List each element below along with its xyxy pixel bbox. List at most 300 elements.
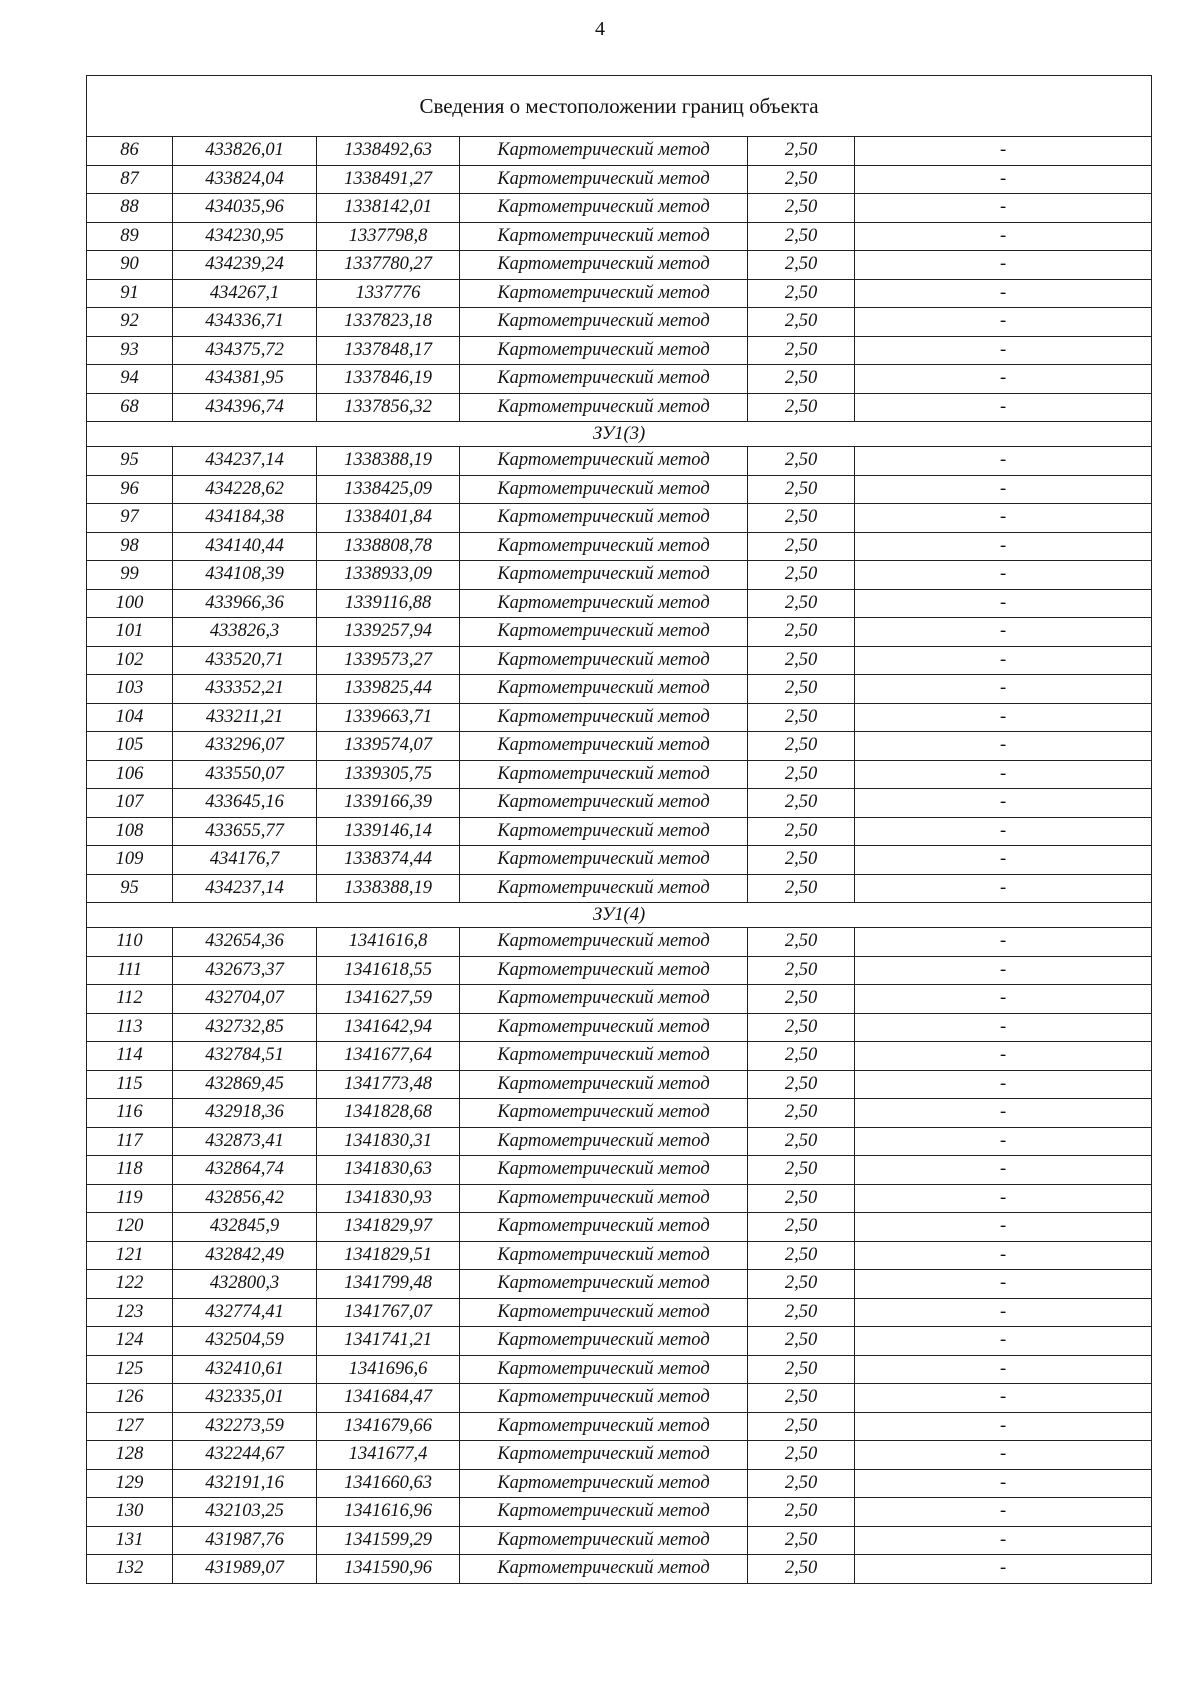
method-cell: Картометрический метод <box>460 589 748 618</box>
method-cell: Картометрический метод <box>460 1156 748 1185</box>
y-coordinate-cell: 1341828,68 <box>317 1099 460 1128</box>
accuracy-cell: 2,50 <box>748 1184 855 1213</box>
description-cell: - <box>855 1213 1152 1242</box>
accuracy-cell: 2,50 <box>748 589 855 618</box>
method-cell: Картометрический метод <box>460 1270 748 1299</box>
table-row <box>87 1099 1152 1128</box>
table-row <box>87 618 1152 647</box>
accuracy-cell: 2,50 <box>748 1498 855 1527</box>
point-number-cell: 124 <box>87 1327 173 1356</box>
table-row <box>87 308 1152 337</box>
method-cell: Картометрический метод <box>460 1555 748 1584</box>
point-number-cell: 119 <box>87 1184 173 1213</box>
y-coordinate-cell: 1341684,47 <box>317 1384 460 1413</box>
description-cell: - <box>855 675 1152 704</box>
y-coordinate-cell: 1337846,19 <box>317 365 460 394</box>
method-cell: Картометрический метод <box>460 393 748 422</box>
accuracy-cell: 2,50 <box>748 1441 855 1470</box>
description-cell: - <box>855 561 1152 590</box>
accuracy-cell: 2,50 <box>748 308 855 337</box>
description-cell: - <box>855 279 1152 308</box>
method-cell: Картометрический метод <box>460 703 748 732</box>
method-cell: Картометрический метод <box>460 618 748 647</box>
table-row <box>87 251 1152 280</box>
y-coordinate-cell: 1338388,19 <box>317 447 460 476</box>
description-cell: - <box>855 1298 1152 1327</box>
description-cell: - <box>855 846 1152 875</box>
method-cell: Картометрический метод <box>460 675 748 704</box>
y-coordinate-cell: 1341830,31 <box>317 1127 460 1156</box>
point-number-cell: 125 <box>87 1355 173 1384</box>
description-cell: - <box>855 1241 1152 1270</box>
y-coordinate-cell: 1341642,94 <box>317 1013 460 1042</box>
accuracy-cell: 2,50 <box>748 817 855 846</box>
accuracy-cell: 2,50 <box>748 846 855 875</box>
accuracy-cell: 2,50 <box>748 703 855 732</box>
x-coordinate-cell: 432869,45 <box>173 1070 317 1099</box>
table-row <box>87 1555 1152 1584</box>
point-number-cell: 111 <box>87 956 173 985</box>
table-row <box>87 732 1152 761</box>
point-number-cell: 128 <box>87 1441 173 1470</box>
x-coordinate-cell: 431987,76 <box>173 1526 317 1555</box>
accuracy-cell: 2,50 <box>748 1042 855 1071</box>
table-row <box>87 1013 1152 1042</box>
description-cell: - <box>855 1156 1152 1185</box>
section-label: ЗУ1(3) <box>87 422 1152 447</box>
description-cell: - <box>855 393 1152 422</box>
method-cell: Картометрический метод <box>460 1412 748 1441</box>
y-coordinate-cell: 1341829,51 <box>317 1241 460 1270</box>
point-number-cell: 115 <box>87 1070 173 1099</box>
point-number-cell: 108 <box>87 817 173 846</box>
y-coordinate-cell: 1337798,8 <box>317 222 460 251</box>
x-coordinate-cell: 432845,9 <box>173 1213 317 1242</box>
x-coordinate-cell: 434396,74 <box>173 393 317 422</box>
table-row <box>87 137 1152 166</box>
point-number-cell: 104 <box>87 703 173 732</box>
description-cell: - <box>855 1184 1152 1213</box>
y-coordinate-cell: 1341616,96 <box>317 1498 460 1527</box>
table-row <box>87 1213 1152 1242</box>
table-row <box>87 194 1152 223</box>
x-coordinate-cell: 432335,01 <box>173 1384 317 1413</box>
method-cell: Картометрический метод <box>460 1013 748 1042</box>
method-cell: Картометрический метод <box>460 1526 748 1555</box>
description-cell: - <box>855 589 1152 618</box>
table-row <box>87 504 1152 533</box>
table-row <box>87 1412 1152 1441</box>
method-cell: Картометрический метод <box>460 365 748 394</box>
table-row <box>87 789 1152 818</box>
point-number-cell: 107 <box>87 789 173 818</box>
table-row <box>87 1441 1152 1470</box>
y-coordinate-cell: 1341677,4 <box>317 1441 460 1470</box>
table-row <box>87 675 1152 704</box>
table-row <box>87 1042 1152 1071</box>
method-cell: Картометрический метод <box>460 1298 748 1327</box>
point-number-cell: 109 <box>87 846 173 875</box>
point-number-cell: 114 <box>87 1042 173 1071</box>
accuracy-cell: 2,50 <box>748 279 855 308</box>
point-number-cell: 117 <box>87 1127 173 1156</box>
table-row <box>87 985 1152 1014</box>
y-coordinate-cell: 1338492,63 <box>317 137 460 166</box>
table-row <box>87 1355 1152 1384</box>
accuracy-cell: 2,50 <box>748 1099 855 1128</box>
description-cell: - <box>855 1042 1152 1071</box>
method-cell: Картометрический метод <box>460 817 748 846</box>
table-row <box>87 817 1152 846</box>
x-coordinate-cell: 432103,25 <box>173 1498 317 1527</box>
table-row <box>87 846 1152 875</box>
table-row <box>87 1127 1152 1156</box>
point-number-cell: 105 <box>87 732 173 761</box>
x-coordinate-cell: 433352,21 <box>173 675 317 704</box>
x-coordinate-cell: 432856,42 <box>173 1184 317 1213</box>
y-coordinate-cell: 1339663,71 <box>317 703 460 732</box>
x-coordinate-cell: 433655,77 <box>173 817 317 846</box>
method-cell: Картометрический метод <box>460 846 748 875</box>
method-cell: Картометрический метод <box>460 1441 748 1470</box>
accuracy-cell: 2,50 <box>748 985 855 1014</box>
table-row <box>87 561 1152 590</box>
table-row <box>87 165 1152 194</box>
description-cell: - <box>855 1555 1152 1584</box>
accuracy-cell: 2,50 <box>748 447 855 476</box>
table-row <box>87 1070 1152 1099</box>
y-coordinate-cell: 1337776 <box>317 279 460 308</box>
accuracy-cell: 2,50 <box>748 1156 855 1185</box>
point-number-cell: 112 <box>87 985 173 1014</box>
point-number-cell: 103 <box>87 675 173 704</box>
description-cell: - <box>855 251 1152 280</box>
method-cell: Картометрический метод <box>460 1384 748 1413</box>
method-cell: Картометрический метод <box>460 1355 748 1384</box>
point-number-cell: 93 <box>87 336 173 365</box>
y-coordinate-cell: 1338388,19 <box>317 874 460 903</box>
y-coordinate-cell: 1338401,84 <box>317 504 460 533</box>
description-cell: - <box>855 646 1152 675</box>
point-number-cell: 123 <box>87 1298 173 1327</box>
x-coordinate-cell: 434176,7 <box>173 846 317 875</box>
accuracy-cell: 2,50 <box>748 1213 855 1242</box>
accuracy-cell: 2,50 <box>748 1241 855 1270</box>
x-coordinate-cell: 434184,38 <box>173 504 317 533</box>
point-number-cell: 95 <box>87 874 173 903</box>
point-number-cell: 94 <box>87 365 173 394</box>
description-cell: - <box>855 194 1152 223</box>
point-number-cell: 91 <box>87 279 173 308</box>
point-number-cell: 110 <box>87 928 173 957</box>
table-row <box>87 279 1152 308</box>
table-row <box>87 956 1152 985</box>
description-cell: - <box>855 222 1152 251</box>
x-coordinate-cell: 434108,39 <box>173 561 317 590</box>
accuracy-cell: 2,50 <box>748 760 855 789</box>
method-cell: Картометрический метод <box>460 956 748 985</box>
x-coordinate-cell: 432774,41 <box>173 1298 317 1327</box>
x-coordinate-cell: 433824,04 <box>173 165 317 194</box>
y-coordinate-cell: 1341741,21 <box>317 1327 460 1356</box>
table-row <box>87 447 1152 476</box>
accuracy-cell: 2,50 <box>748 646 855 675</box>
y-coordinate-cell: 1338808,78 <box>317 532 460 561</box>
point-number-cell: 86 <box>87 137 173 166</box>
table-row <box>87 1526 1152 1555</box>
method-cell: Картометрический метод <box>460 1469 748 1498</box>
accuracy-cell: 2,50 <box>748 137 855 166</box>
method-cell: Картометрический метод <box>460 1498 748 1527</box>
x-coordinate-cell: 432784,51 <box>173 1042 317 1071</box>
y-coordinate-cell: 1337848,17 <box>317 336 460 365</box>
point-number-cell: 88 <box>87 194 173 223</box>
table-row <box>87 532 1152 561</box>
y-coordinate-cell: 1339146,14 <box>317 817 460 846</box>
method-cell: Картометрический метод <box>460 646 748 675</box>
method-cell: Картометрический метод <box>460 928 748 957</box>
x-coordinate-cell: 433966,36 <box>173 589 317 618</box>
accuracy-cell: 2,50 <box>748 336 855 365</box>
accuracy-cell: 2,50 <box>748 618 855 647</box>
method-cell: Картометрический метод <box>460 137 748 166</box>
y-coordinate-cell: 1339573,27 <box>317 646 460 675</box>
point-number-cell: 120 <box>87 1213 173 1242</box>
table-title: Сведения о местоположении границ объекта <box>87 76 1152 137</box>
description-cell: - <box>855 874 1152 903</box>
y-coordinate-cell: 1337856,32 <box>317 393 460 422</box>
description-cell: - <box>855 504 1152 533</box>
description-cell: - <box>855 308 1152 337</box>
point-number-cell: 101 <box>87 618 173 647</box>
x-coordinate-cell: 432191,16 <box>173 1469 317 1498</box>
method-cell: Картометрический метод <box>460 447 748 476</box>
accuracy-cell: 2,50 <box>748 1298 855 1327</box>
accuracy-cell: 2,50 <box>748 1127 855 1156</box>
table-row <box>87 1184 1152 1213</box>
table-row <box>87 703 1152 732</box>
description-cell: - <box>855 956 1152 985</box>
x-coordinate-cell: 432504,59 <box>173 1327 317 1356</box>
x-coordinate-cell: 433826,3 <box>173 618 317 647</box>
x-coordinate-cell: 434267,1 <box>173 279 317 308</box>
x-coordinate-cell: 433550,07 <box>173 760 317 789</box>
y-coordinate-cell: 1337780,27 <box>317 251 460 280</box>
method-cell: Картометрический метод <box>460 1241 748 1270</box>
table-row <box>87 760 1152 789</box>
point-number-cell: 102 <box>87 646 173 675</box>
method-cell: Картометрический метод <box>460 732 748 761</box>
description-cell: - <box>855 1498 1152 1527</box>
point-number-cell: 99 <box>87 561 173 590</box>
y-coordinate-cell: 1341677,64 <box>317 1042 460 1071</box>
y-coordinate-cell: 1341627,59 <box>317 985 460 1014</box>
description-cell: - <box>855 475 1152 504</box>
table-title-row <box>87 76 1152 137</box>
accuracy-cell: 2,50 <box>748 504 855 533</box>
section-row <box>87 422 1152 447</box>
point-number-cell: 131 <box>87 1526 173 1555</box>
point-number-cell: 92 <box>87 308 173 337</box>
point-number-cell: 132 <box>87 1555 173 1584</box>
y-coordinate-cell: 1337823,18 <box>317 308 460 337</box>
table-row <box>87 1384 1152 1413</box>
method-cell: Картометрический метод <box>460 789 748 818</box>
y-coordinate-cell: 1341830,93 <box>317 1184 460 1213</box>
table-row <box>87 1241 1152 1270</box>
table-row <box>87 336 1152 365</box>
description-cell: - <box>855 789 1152 818</box>
method-cell: Картометрический метод <box>460 504 748 533</box>
x-coordinate-cell: 432800,3 <box>173 1270 317 1299</box>
table-row <box>87 222 1152 251</box>
accuracy-cell: 2,50 <box>748 1270 855 1299</box>
method-cell: Картометрический метод <box>460 194 748 223</box>
y-coordinate-cell: 1338425,09 <box>317 475 460 504</box>
accuracy-cell: 2,50 <box>748 194 855 223</box>
description-cell: - <box>855 1526 1152 1555</box>
description-cell: - <box>855 1099 1152 1128</box>
accuracy-cell: 2,50 <box>748 1412 855 1441</box>
description-cell: - <box>855 1270 1152 1299</box>
method-cell: Картометрический метод <box>460 1070 748 1099</box>
table-row <box>87 1156 1152 1185</box>
accuracy-cell: 2,50 <box>748 1327 855 1356</box>
description-cell: - <box>855 1127 1152 1156</box>
y-coordinate-cell: 1339166,39 <box>317 789 460 818</box>
description-cell: - <box>855 1013 1152 1042</box>
x-coordinate-cell: 433296,07 <box>173 732 317 761</box>
method-cell: Картометрический метод <box>460 1099 748 1128</box>
y-coordinate-cell: 1341773,48 <box>317 1070 460 1099</box>
section-label: ЗУ1(4) <box>87 903 1152 928</box>
method-cell: Картометрический метод <box>460 279 748 308</box>
accuracy-cell: 2,50 <box>748 1355 855 1384</box>
x-coordinate-cell: 432654,36 <box>173 928 317 957</box>
x-coordinate-cell: 434230,95 <box>173 222 317 251</box>
x-coordinate-cell: 434228,62 <box>173 475 317 504</box>
accuracy-cell: 2,50 <box>748 928 855 957</box>
point-number-cell: 98 <box>87 532 173 561</box>
description-cell: - <box>855 336 1152 365</box>
accuracy-cell: 2,50 <box>748 675 855 704</box>
description-cell: - <box>855 1327 1152 1356</box>
y-coordinate-cell: 1341590,96 <box>317 1555 460 1584</box>
method-cell: Картометрический метод <box>460 874 748 903</box>
x-coordinate-cell: 434381,95 <box>173 365 317 394</box>
method-cell: Картометрический метод <box>460 308 748 337</box>
point-number-cell: 106 <box>87 760 173 789</box>
table-row <box>87 1298 1152 1327</box>
x-coordinate-cell: 433826,01 <box>173 137 317 166</box>
y-coordinate-cell: 1341660,63 <box>317 1469 460 1498</box>
description-cell: - <box>855 1355 1152 1384</box>
x-coordinate-cell: 432732,85 <box>173 1013 317 1042</box>
y-coordinate-cell: 1341599,29 <box>317 1526 460 1555</box>
table-row <box>87 393 1152 422</box>
accuracy-cell: 2,50 <box>748 1013 855 1042</box>
accuracy-cell: 2,50 <box>748 365 855 394</box>
y-coordinate-cell: 1341679,66 <box>317 1412 460 1441</box>
table-row <box>87 475 1152 504</box>
method-cell: Картометрический метод <box>460 1127 748 1156</box>
y-coordinate-cell: 1341830,63 <box>317 1156 460 1185</box>
point-number-cell: 68 <box>87 393 173 422</box>
table-row <box>87 1327 1152 1356</box>
accuracy-cell: 2,50 <box>748 393 855 422</box>
description-cell: - <box>855 165 1152 194</box>
y-coordinate-cell: 1339257,94 <box>317 618 460 647</box>
x-coordinate-cell: 432244,67 <box>173 1441 317 1470</box>
point-number-cell: 87 <box>87 165 173 194</box>
accuracy-cell: 2,50 <box>748 165 855 194</box>
point-number-cell: 97 <box>87 504 173 533</box>
point-number-cell: 89 <box>87 222 173 251</box>
x-coordinate-cell: 431989,07 <box>173 1555 317 1584</box>
point-number-cell: 129 <box>87 1469 173 1498</box>
boundary-coordinates-table <box>86 75 1152 1584</box>
accuracy-cell: 2,50 <box>748 1384 855 1413</box>
table-row <box>87 928 1152 957</box>
method-cell: Картометрический метод <box>460 1213 748 1242</box>
table-row <box>87 1469 1152 1498</box>
table-row <box>87 365 1152 394</box>
method-cell: Картометрический метод <box>460 222 748 251</box>
description-cell: - <box>855 760 1152 789</box>
accuracy-cell: 2,50 <box>748 1526 855 1555</box>
method-cell: Картометрический метод <box>460 1327 748 1356</box>
x-coordinate-cell: 434239,24 <box>173 251 317 280</box>
x-coordinate-cell: 432273,59 <box>173 1412 317 1441</box>
accuracy-cell: 2,50 <box>748 789 855 818</box>
x-coordinate-cell: 432918,36 <box>173 1099 317 1128</box>
x-coordinate-cell: 432673,37 <box>173 956 317 985</box>
x-coordinate-cell: 432842,49 <box>173 1241 317 1270</box>
x-coordinate-cell: 432410,61 <box>173 1355 317 1384</box>
method-cell: Картометрический метод <box>460 475 748 504</box>
method-cell: Картометрический метод <box>460 1184 748 1213</box>
point-number-cell: 116 <box>87 1099 173 1128</box>
y-coordinate-cell: 1341799,48 <box>317 1270 460 1299</box>
table-row <box>87 1270 1152 1299</box>
point-number-cell: 113 <box>87 1013 173 1042</box>
x-coordinate-cell: 432864,74 <box>173 1156 317 1185</box>
accuracy-cell: 2,50 <box>748 1555 855 1584</box>
y-coordinate-cell: 1341618,55 <box>317 956 460 985</box>
x-coordinate-cell: 434237,14 <box>173 447 317 476</box>
x-coordinate-cell: 433211,21 <box>173 703 317 732</box>
method-cell: Картометрический метод <box>460 561 748 590</box>
y-coordinate-cell: 1339574,07 <box>317 732 460 761</box>
accuracy-cell: 2,50 <box>748 532 855 561</box>
x-coordinate-cell: 433520,71 <box>173 646 317 675</box>
description-cell: - <box>855 703 1152 732</box>
accuracy-cell: 2,50 <box>748 251 855 280</box>
y-coordinate-cell: 1338142,01 <box>317 194 460 223</box>
x-coordinate-cell: 432873,41 <box>173 1127 317 1156</box>
method-cell: Картометрический метод <box>460 251 748 280</box>
point-number-cell: 126 <box>87 1384 173 1413</box>
point-number-cell: 122 <box>87 1270 173 1299</box>
accuracy-cell: 2,50 <box>748 222 855 251</box>
x-coordinate-cell: 434336,71 <box>173 308 317 337</box>
point-number-cell: 127 <box>87 1412 173 1441</box>
x-coordinate-cell: 434140,44 <box>173 532 317 561</box>
method-cell: Картометрический метод <box>460 1042 748 1071</box>
point-number-cell: 95 <box>87 447 173 476</box>
description-cell: - <box>855 1412 1152 1441</box>
accuracy-cell: 2,50 <box>748 956 855 985</box>
